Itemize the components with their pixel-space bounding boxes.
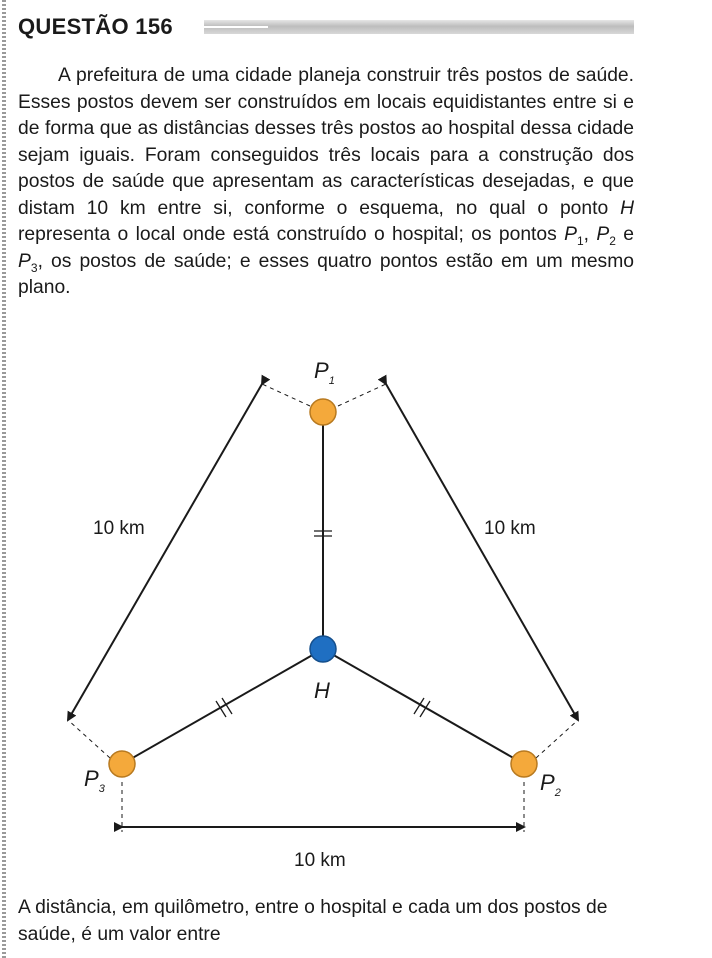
statement-part-3: , os postos de saúde; e esses quatro pontos estão em um mesmo plano. (18, 250, 634, 298)
post-p2-marker (511, 751, 537, 777)
label-p3-sub: 3 (98, 783, 105, 795)
separator-2: e (615, 224, 634, 245)
distance-arrow-right (386, 384, 578, 720)
hospital-marker (310, 636, 336, 662)
label-p1 (314, 358, 335, 387)
dashed-guide-p1-left (262, 384, 310, 406)
label-p3 (84, 766, 106, 795)
statement-part-2: representa o local onde está construído o hospital; os pontos (18, 224, 565, 245)
question-title: QUESTÃO 156 (18, 14, 173, 39)
question-prompt: A distância, em quilômetro, entre o hospital e cada um dos postos de saúde, é um valor entre (18, 897, 608, 945)
label-distance-bottom: 10 km (294, 850, 346, 871)
dashed-guide-p1-right (338, 384, 386, 406)
label-p2-sub: 2 (554, 787, 561, 799)
label-p2-letter: P (540, 770, 555, 795)
hospital-point-ref: H (620, 197, 634, 219)
label-hospital: H (314, 678, 330, 703)
label-distance-right: 10 km (484, 518, 536, 539)
label-p1-sub: 1 (328, 375, 335, 387)
post-p3-marker (109, 751, 135, 777)
hospital-segments (122, 412, 524, 764)
post-2-ref: P (596, 224, 610, 245)
segment-h-p2 (323, 649, 524, 764)
label-p2 (540, 770, 561, 799)
label-p3-letter: P (84, 766, 99, 791)
label-p1-letter: P (314, 358, 329, 383)
separator-1: , (583, 224, 597, 245)
segment-h-p3 (122, 649, 323, 764)
label-distance-left: 10 km (93, 518, 145, 539)
dashed-guide-p3-left (68, 720, 110, 758)
post-2-ref-sub: 2 (609, 233, 616, 248)
post-3-ref: P (18, 250, 31, 272)
post-p1-marker (310, 399, 336, 425)
post-1-ref-sub: 1 (576, 233, 584, 248)
post-1-ref: P (564, 224, 577, 245)
dashed-guide-p2-right (536, 720, 578, 758)
statement-part-1: A prefeitura de uma cidade planeja construir três postos de saúde. Esses postos devem ser construídos em locais equidistantes entre si e de forma que as distâncias desses três postos ao hospital dessa cidade sejam iguais. Foram conseguidos três locais para a construção dos postos de saúde que apresentam as características desejadas, e que distam 10 km entre si, conforme o esquema, no qual o ponto (18, 65, 634, 219)
post-3-ref-sub: 3 (30, 260, 38, 275)
distance-arrow-left (68, 384, 262, 720)
